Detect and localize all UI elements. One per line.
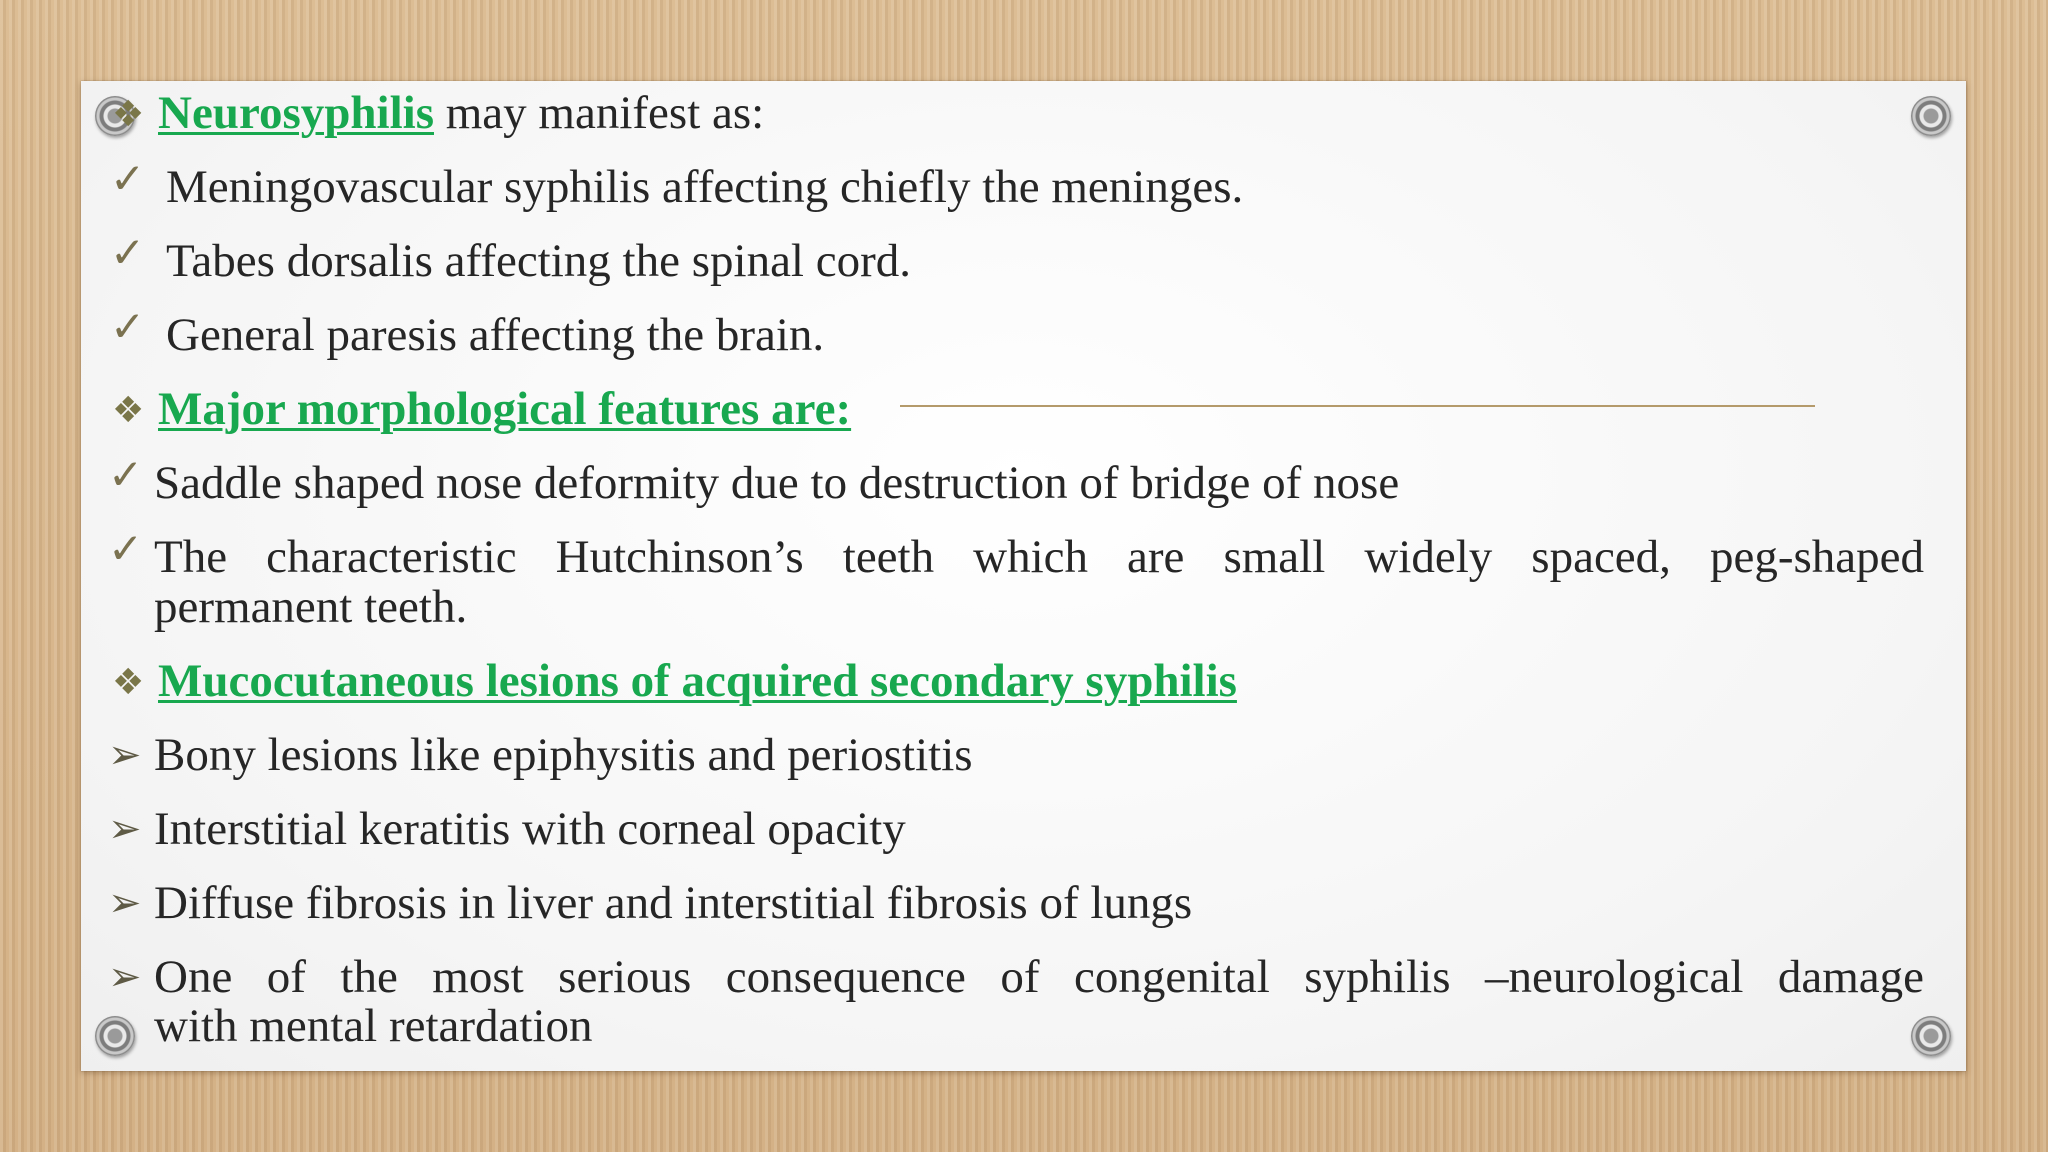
list-item-text: One of the most serious consequence of congenital syphilis –neurological damage <box>154 951 1924 1003</box>
check-bullet-icon: ✓ <box>110 302 146 351</box>
pin-top-right-icon <box>1911 96 1951 136</box>
list-item-text: Diffuse fibrosis in liver and interstitial fibrosis of lungs <box>154 877 1193 929</box>
pin-bottom-left-icon <box>95 1016 135 1056</box>
list-item-text: The characteristic Hutchinson’s teeth which are small widely spaced, peg-shaped <box>154 531 1924 583</box>
diamond-bullet-icon: ❖ <box>112 94 145 135</box>
list-item-text: Saddle shaped nose deformity due to destruction of bridge of nose <box>154 457 1400 509</box>
arrow-bullet-icon: ➢ <box>108 806 142 852</box>
diamond-bullet-icon: ❖ <box>112 662 145 703</box>
heading-neurosyphilis: Neurosyphilis <box>158 87 434 139</box>
check-bullet-icon: ✓ <box>110 154 146 203</box>
heading-suffix: may manifest as: <box>434 87 765 139</box>
check-bullet-icon: ✓ <box>108 450 144 499</box>
list-item-text: with mental retardation <box>154 1000 593 1052</box>
list-item-text: Interstitial keratitis with corneal opacity <box>154 803 906 855</box>
list-item-text: Tabes dorsalis affecting the spinal cord. <box>166 235 912 287</box>
arrow-bullet-icon: ➢ <box>108 880 142 926</box>
list-item-text: General paresis affecting the brain. <box>166 309 825 361</box>
heading-morphological-features: Major morphological features are: <box>158 383 852 435</box>
divider <box>900 405 1815 407</box>
list-item-text: permanent teeth. <box>154 581 468 633</box>
arrow-bullet-icon: ➢ <box>108 732 142 778</box>
list-item-text: Bony lesions like epiphysitis and periostitis <box>154 729 973 781</box>
check-bullet-icon: ✓ <box>108 524 144 573</box>
check-bullet-icon: ✓ <box>110 228 146 277</box>
pin-bottom-right-icon <box>1911 1016 1951 1056</box>
arrow-bullet-icon: ➢ <box>108 954 142 1000</box>
list-item-text: Meningovascular syphilis affecting chiefly the meninges. <box>166 161 1244 213</box>
heading-mucocutaneous-lesions: Mucocutaneous lesions of acquired secondary syphilis <box>158 655 1237 707</box>
diamond-bullet-icon: ❖ <box>112 390 145 431</box>
